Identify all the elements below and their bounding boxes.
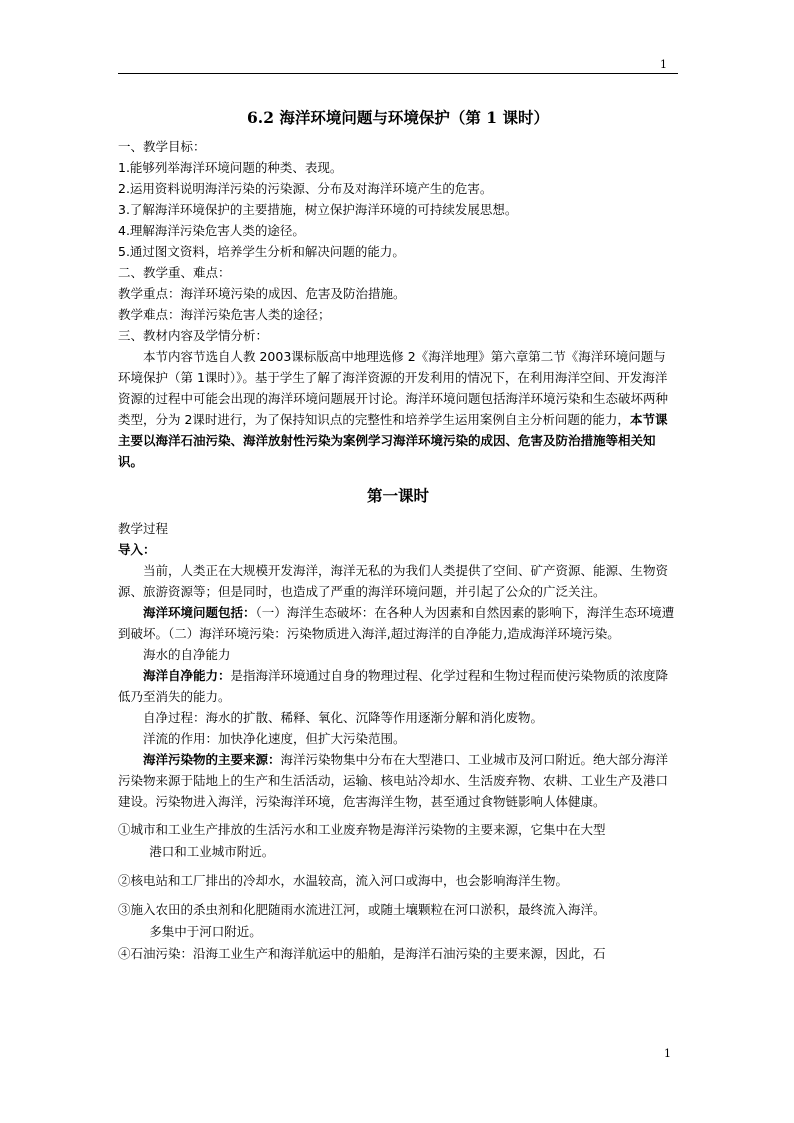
footer-page-number: 1	[664, 1047, 671, 1060]
self-clean-bold: 海洋自净能力：	[143, 668, 231, 683]
goal-item: 5.通过图文资料，培养学生分析和解决问题的能力。	[118, 244, 405, 259]
source-item-3: ③施入农田的杀虫剂和化肥随雨水流进江河，或随土壤颗粒在河口淤积，最终流入海洋。	[118, 902, 606, 917]
header-page-number: 1	[660, 58, 667, 71]
header-rule	[118, 73, 678, 74]
intro-label: 导入：	[118, 542, 156, 557]
key-point: 教学重点：海洋环境污染的成因、危害及防治措施。	[118, 286, 406, 301]
goals-heading: 一、教学目标：	[118, 139, 206, 154]
self-clean-label: 海水的自净能力	[143, 647, 231, 662]
issues-paragraph	[118, 602, 678, 644]
sources-bold: 海洋污染物的主要来源：	[143, 752, 281, 767]
goal-item: 2.运用资料说明海洋污染的污染源、分布及对海洋环境产生的危害。	[118, 181, 493, 196]
section-title: 第一课时	[366, 486, 429, 505]
issues-text: （一）海洋生态破坏：在各种人为因素和自然因素的影响下，海洋生态环境遭到破坏。（二）海洋环境污染：污染物质进入海洋,超过海洋的自净能力,造成海洋环境污染。	[118, 605, 675, 641]
document-body	[118, 104, 678, 965]
analysis-bold-text: 本节课主要以海洋石油污染、海洋放射性污染为案例学习海洋环境污染的成因、危害及防治措施等相关知识。	[118, 412, 668, 469]
goal-item: 1.能够列举海洋环境问题的种类、表现。	[118, 160, 343, 175]
self-clean-paragraph	[118, 665, 678, 707]
source-item-3-cont: 多集中于河口附近。	[149, 924, 262, 939]
goal-item: 3.了解海洋环境保护的主要措施，树立保护海洋环境的可持续发展思想。	[118, 202, 518, 217]
document-title: 6.2 海洋环境问题与环境保护（第 1 课时）	[247, 108, 549, 127]
source-item-4: ④石油污染：沿海工业生产和海洋航运中的船舶，是海洋石油污染的主要来源，因此，石	[118, 946, 606, 961]
source-item-2: ②核电站和工厂排出的冷却水，水温较高，流入河口或海中，也会影响海洋生物。	[118, 873, 569, 888]
process-label: 教学过程	[118, 521, 169, 536]
goal-item: 4.理解海洋污染危害人类的途径。	[118, 223, 305, 238]
analysis-paragraph	[118, 346, 678, 472]
intro-paragraph: 当前，人类正在大规模开发海洋，海洋无私的为我们人类提供了空间、矿产资源、能源、生物资源、旅游资源等；但是同时，也造成了严重的海洋环境问题，并引起了公众的广泛关注。	[118, 563, 669, 599]
sources-paragraph	[118, 749, 678, 812]
issues-bold: 海洋环境问题包括：	[143, 605, 256, 620]
current-effect: 洋流的作用：加快净化速度，但扩大污染范围。	[143, 731, 406, 746]
self-process: 自净过程：海水的扩散、稀释、氧化、沉降等作用逐渐分解和消化废物。	[143, 710, 544, 725]
difficult-point: 教学难点：海洋污染危害人类的途径；	[118, 307, 331, 322]
analysis-text: 本节内容节选自人教 2003课标版高中地理选修 2《海洋地理》第六章第二节《海洋环境问题与环境保护（第 1课时）》。基于学生了解了海洋资源的开发利用的情况下，在利用海洋空间、开发海洋资源的过程中可能会出现的海洋环境问题展开讨论。海洋环境问题包括海洋环境污染和生态破坏两种类型，分为 2课时进行，为了保持知识点的完整性和培养学生运用案例自主分析问题的能力，	[118, 349, 669, 427]
analysis-heading: 三、教材内容及学情分析：	[118, 328, 269, 343]
source-item-1-cont: 港口和工业城市附近。	[149, 844, 275, 859]
source-item-1: ①城市和工业生产排放的生活污水和工业废弃物是海洋污染物的主要来源，它集中在大型	[118, 822, 606, 837]
sources-text: 海洋污染物集中分布在大型港口、工业城市及河口附近。绝大部分海洋污染物来源于陆地上的生产和生活活动，运输、核电站冷却水、生活废弃物、农耕、工业生产及港口建设。污染物进入海洋，污染海洋环境，危害海洋生物，甚至通过食物链影响人体健康。	[118, 752, 669, 809]
key-heading: 二、教学重、难点：	[118, 265, 231, 280]
self-clean-text: 是指海洋环境通过自身的物理过程、化学过程和生物过程而使污染物质的浓度降低乃至消失的能力。	[118, 668, 669, 704]
